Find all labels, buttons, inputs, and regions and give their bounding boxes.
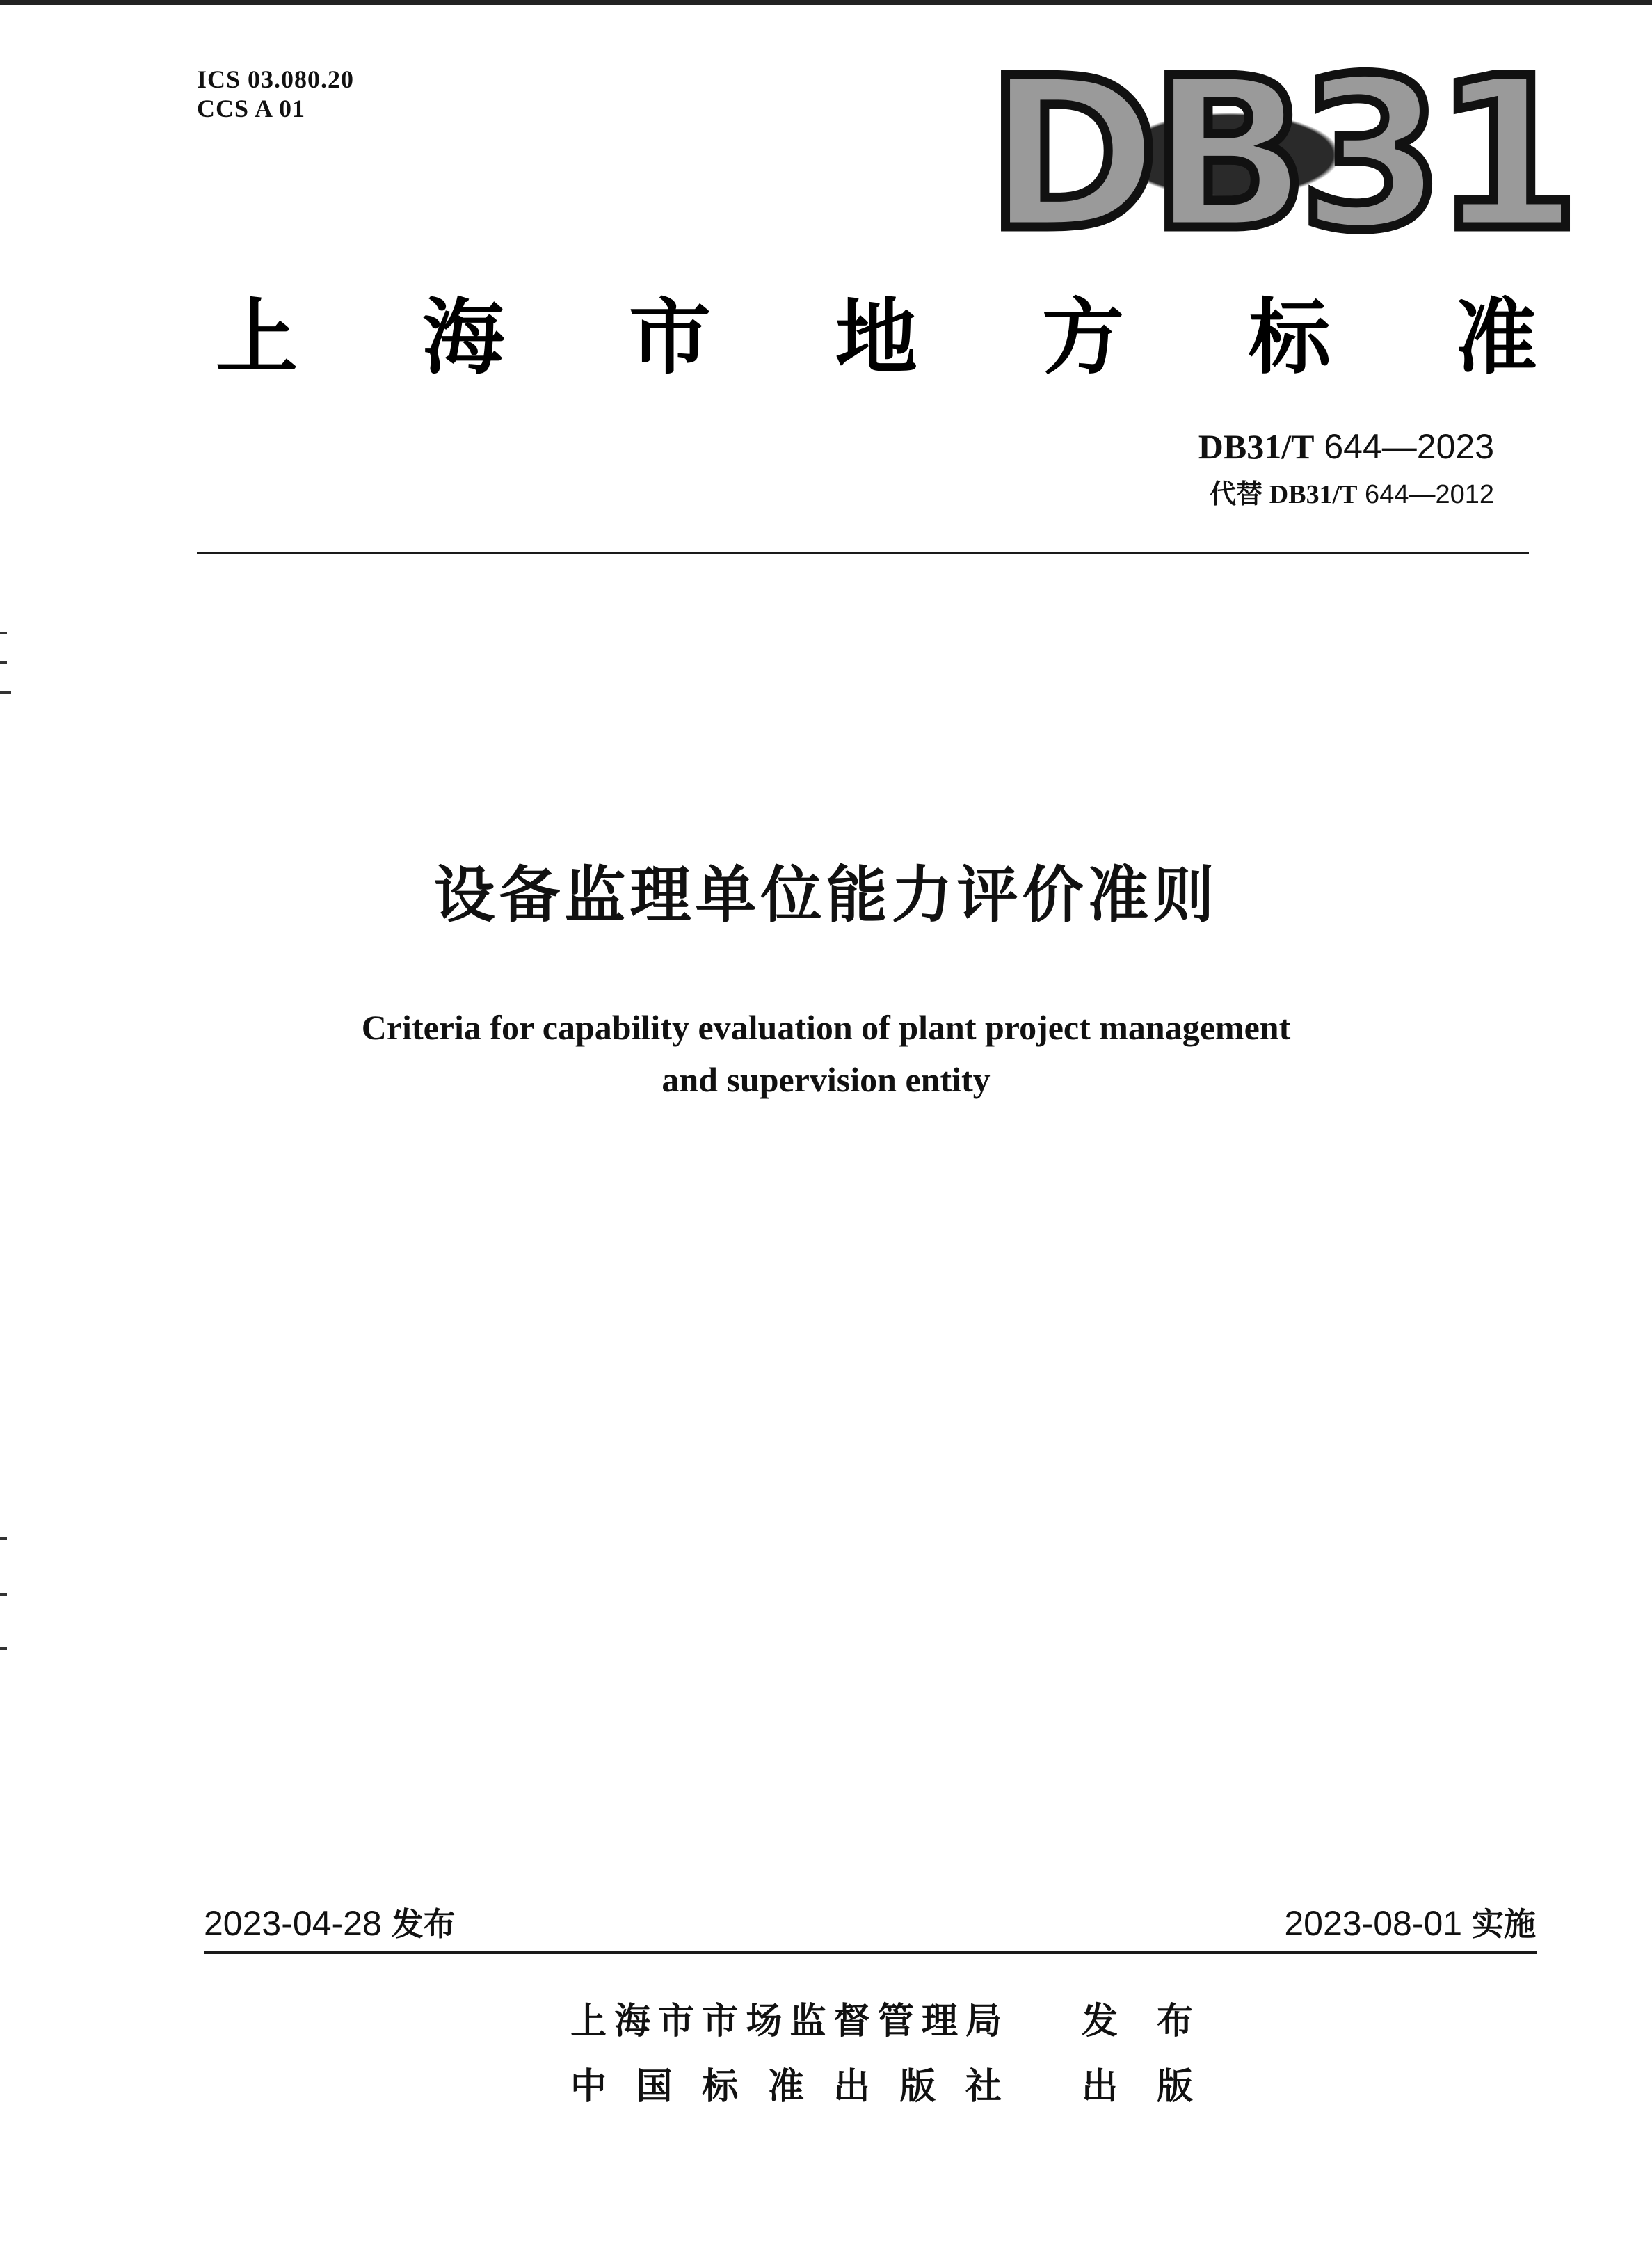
implementation-date-value: 2023-08-01	[1284, 1904, 1463, 1943]
publisher-char: 海	[614, 2001, 651, 2042]
binding-mark	[0, 1537, 7, 1540]
header-divider	[197, 552, 1529, 554]
replaces-standard	[1210, 479, 1494, 511]
issue-date	[204, 1901, 456, 1946]
publisher-name	[570, 1994, 1002, 2049]
top-edge-shadow	[0, 0, 1652, 5]
standard-type-char: 地	[835, 289, 917, 385]
standard-number	[1198, 426, 1494, 467]
footer-divider	[204, 1951, 1537, 1954]
publisher-char: 市	[702, 2001, 739, 2042]
publisher-char: 版	[899, 2066, 936, 2108]
db31-logo: DB31	[986, 33, 1571, 276]
ics-code: ICS 03.080.20	[197, 65, 355, 93]
standard-number-prefix: DB31/T	[1198, 427, 1315, 466]
binding-mark	[0, 1647, 7, 1650]
standard-number-rest: 644—2023	[1314, 427, 1494, 466]
standard-type-char: 方	[1041, 289, 1124, 385]
publisher-char: 场	[746, 2001, 783, 2042]
publisher-char: 督	[833, 2001, 870, 2042]
role-char: 出	[1082, 2066, 1118, 2108]
publisher-char: 社	[965, 2066, 1002, 2108]
replaces-label: 代替	[1210, 480, 1263, 509]
document-title-cn: 设备监理单位能力评价准则	[433, 859, 1219, 931]
publisher-char: 局	[965, 2001, 1002, 2042]
standard-type-char: 市	[628, 289, 711, 385]
role-char: 发	[1082, 2001, 1118, 2042]
standard-type-char: 准	[1454, 289, 1537, 385]
publisher-char: 出	[833, 2066, 870, 2108]
implementation-date-label: 实施	[1472, 1905, 1536, 1943]
publisher-char: 准	[767, 2066, 804, 2108]
publisher-role	[1082, 1994, 1193, 2049]
publisher-char: 标	[702, 2066, 739, 2108]
standard-type-char: 海	[422, 289, 504, 385]
binding-mark	[0, 1593, 7, 1596]
standard-type-heading	[216, 285, 1537, 397]
issue-date-label: 发布	[391, 1905, 456, 1943]
binding-mark	[0, 661, 7, 664]
role-char: 布	[1156, 2001, 1193, 2042]
binding-mark	[0, 691, 11, 694]
publisher-char: 国	[636, 2066, 673, 2108]
publisher-char: 监	[789, 2001, 826, 2042]
publisher-row-press	[570, 2059, 1196, 2115]
publisher-name	[570, 2059, 1002, 2115]
publisher-char: 理	[921, 2001, 958, 2042]
document-title-en-line1: Criteria for capability evaluation of plant project management	[361, 1008, 1291, 1047]
replaces-rest: 644—2012	[1357, 480, 1494, 509]
replaces-prefix: DB31/T	[1262, 480, 1358, 509]
document-title-en-line2: and supervision entity	[661, 1060, 991, 1099]
publisher-char: 管	[877, 2001, 914, 2042]
issue-date-value: 2023-04-28	[204, 1904, 382, 1943]
implementation-date	[1284, 1901, 1536, 1946]
standard-type-char: 标	[1248, 289, 1331, 385]
publisher-role	[1082, 2059, 1193, 2115]
ccs-code: CCS A 01	[197, 95, 306, 122]
publisher-row-issuer	[570, 1994, 1196, 2049]
standard-type-char: 上	[216, 289, 298, 385]
publisher-char: 上	[570, 2001, 607, 2042]
publisher-char: 中	[570, 2066, 607, 2108]
role-char: 版	[1156, 2066, 1193, 2108]
binding-mark	[0, 632, 7, 634]
publisher-char: 市	[658, 2001, 695, 2042]
